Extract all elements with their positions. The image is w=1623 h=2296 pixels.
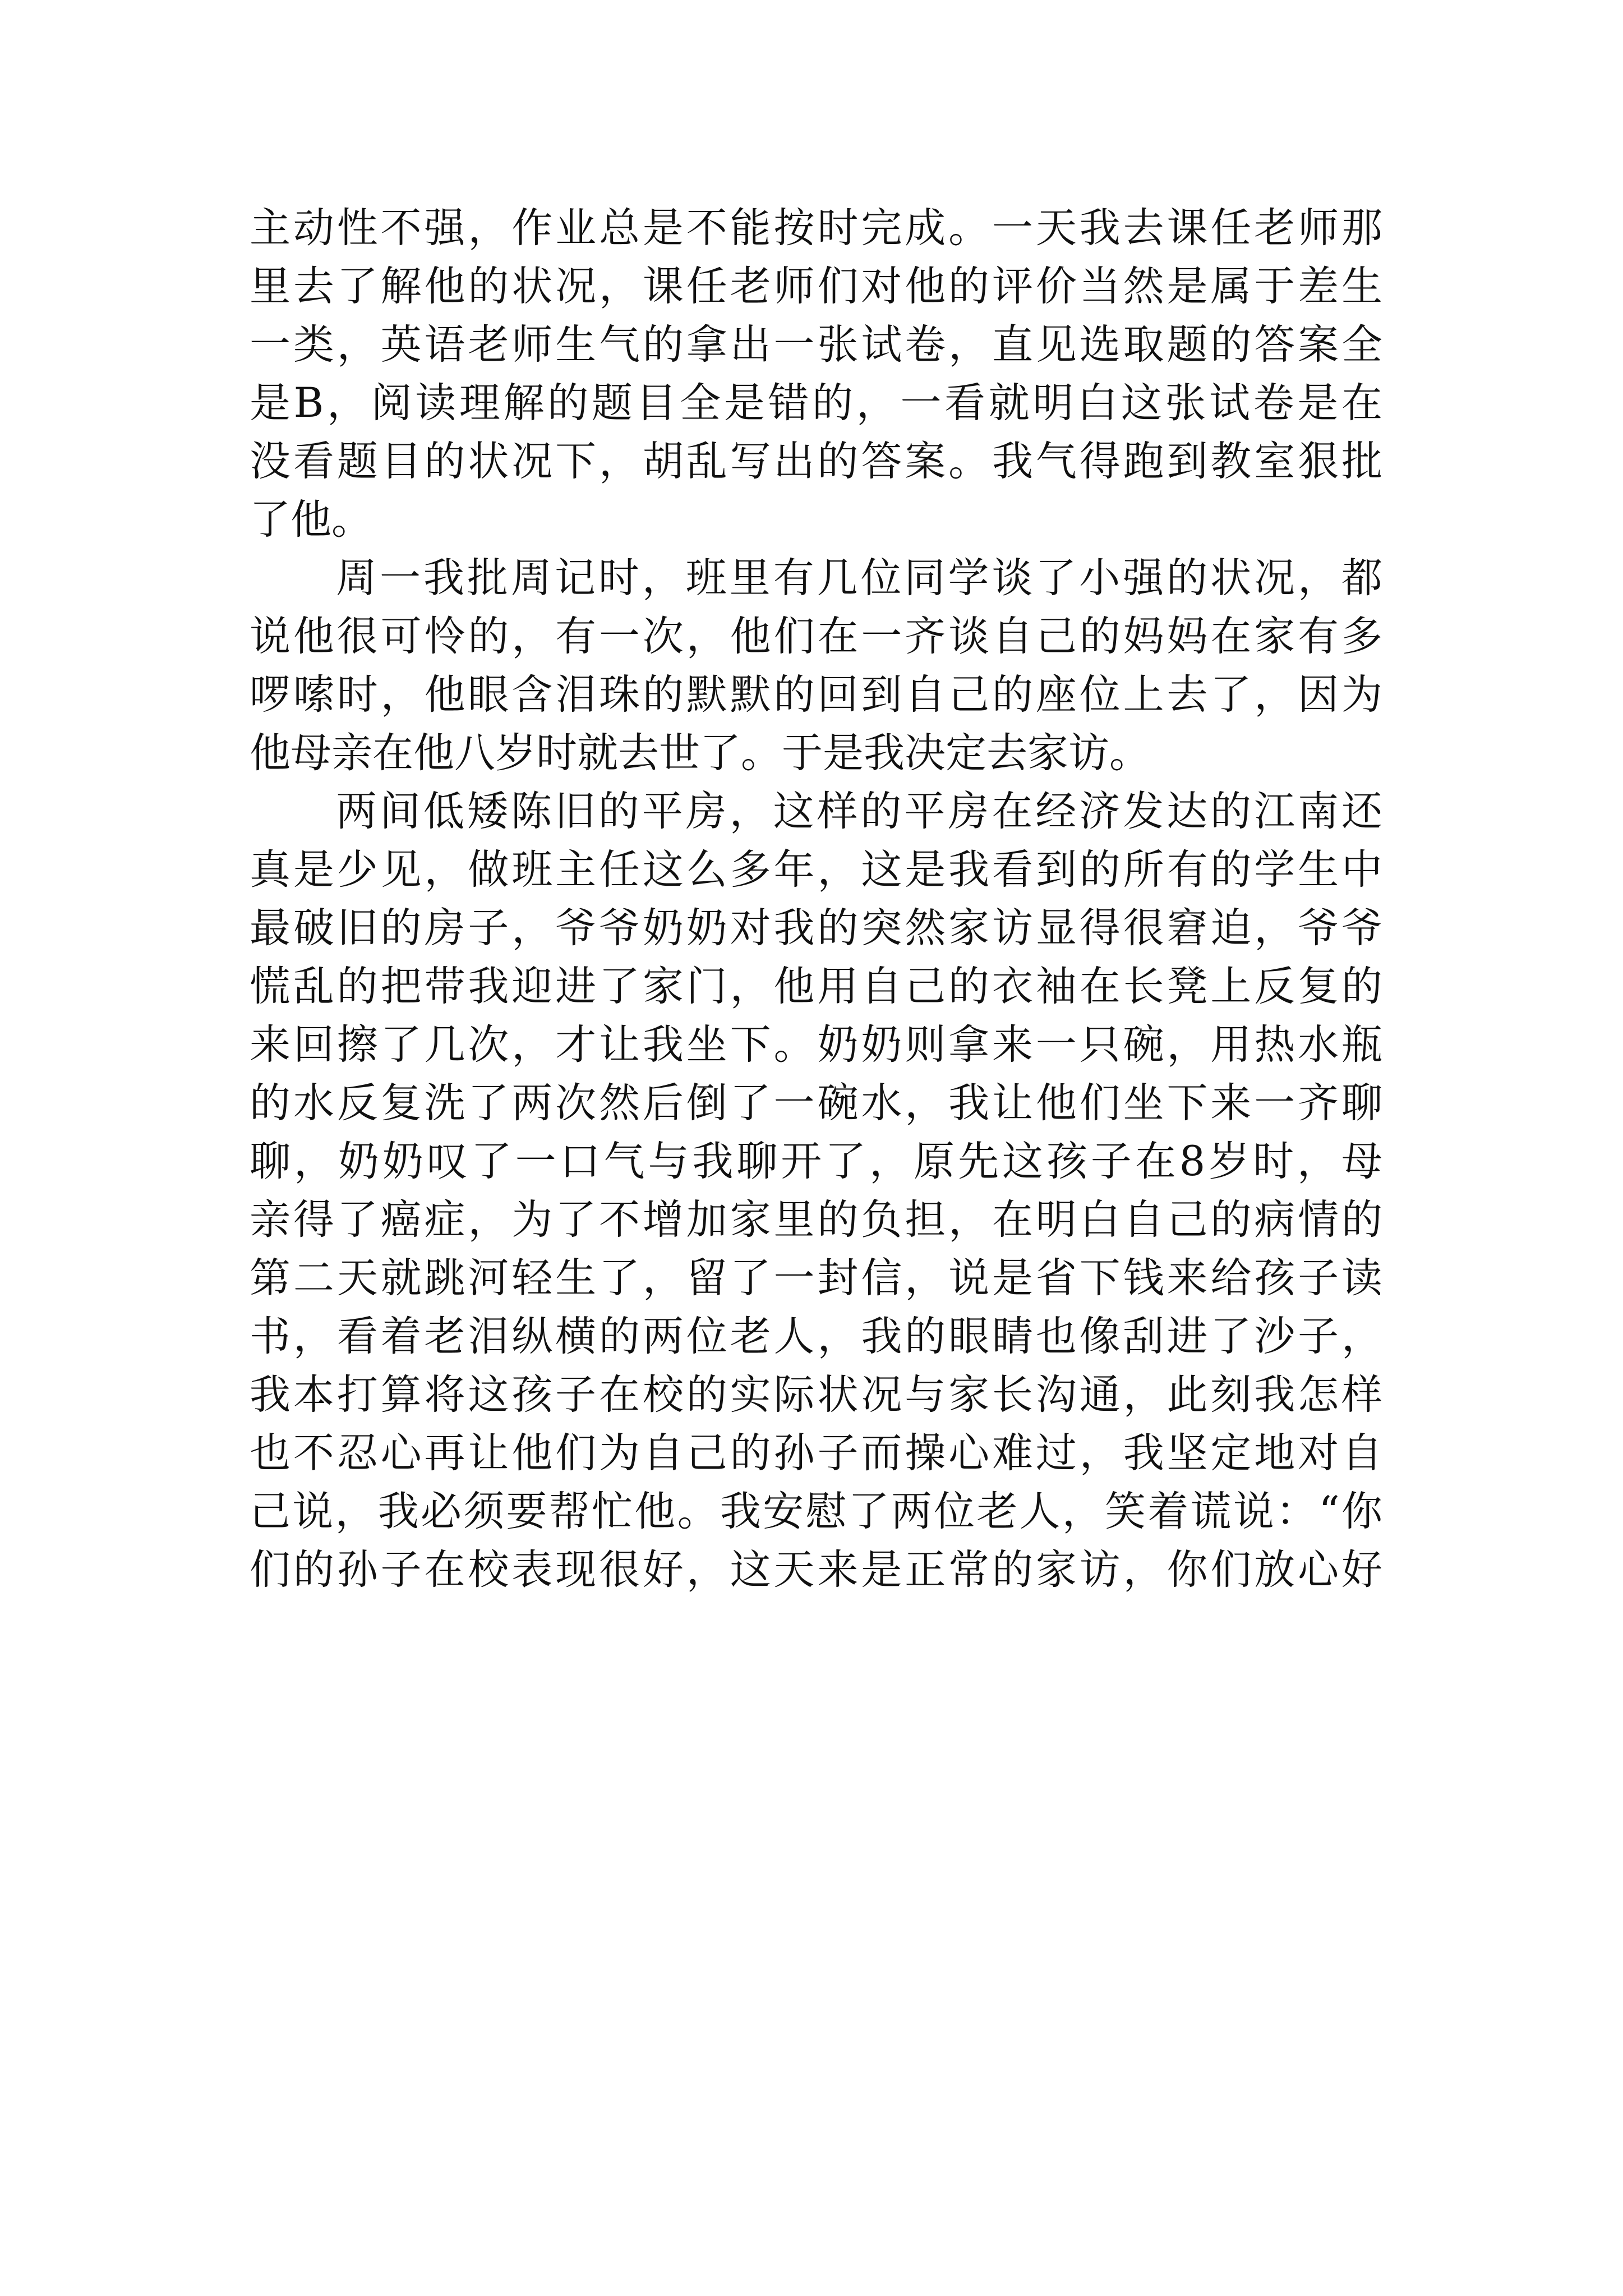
text-line: 也不忍心再让他们为自己的孙子而操心难过，我坚定地对自 <box>250 1429 1382 1477</box>
text-line: 没看题目的状况下，胡乱写出的答案。我气得跑到教室狠批 <box>250 438 1382 485</box>
text-line: 了他。 <box>250 496 372 544</box>
text-line: 慌乱的把带我迎进了家门，他用自己的衣袖在长凳上反复的 <box>250 963 1382 1010</box>
text-line: 来回擦了几次，才让我坐下。奶奶则拿来一只碗，用热水瓶 <box>250 1021 1382 1069</box>
text-line: 两间低矮陈旧的平房，这样的平房在经济发达的江南还 <box>336 788 1382 835</box>
text-line: 亲得了癌症，为了不增加家里的负担，在明白自己的病情的 <box>250 1196 1382 1244</box>
text-line: 们的孙子在校表现很好，这天来是正常的家访，你们放心好 <box>250 1546 1382 1594</box>
text-line: 他母亲在他八岁时就去世了。于是我决定去家访。 <box>250 729 1150 777</box>
text-line: 书，看着老泪纵横的两位老人，我的眼睛也像刮进了沙子， <box>250 1313 1382 1360</box>
text-line: 一类，英语老师生气的拿出一张试卷，直见选取题的答案全 <box>250 321 1382 369</box>
text-line: 里去了解他的状况，课任老师们对他的评价当然是属于差生 <box>250 263 1382 310</box>
text-line: 说他很可怜的，有一次，他们在一齐谈自己的妈妈在家有多 <box>250 613 1382 660</box>
text-line: 主动性不强，作业总是不能按时完成。一天我去课任老师那 <box>250 204 1382 252</box>
text-line: 我本打算将这孩子在校的实际状况与家长沟通，此刻我怎样 <box>250 1371 1382 1419</box>
body-text <box>250 199 1382 1599</box>
text-line: 周一我批周记时，班里有几位同学谈了小强的状况，都 <box>336 554 1382 602</box>
text-line: 是B，阅读理解的题目全是错的，一看就明白这张试卷是在 <box>250 379 1382 427</box>
text-line: 真是少见，做班主任这么多年，这是我看到的所有的学生中 <box>250 846 1382 894</box>
text-line: 最破旧的房子，爷爷奶奶对我的突然家访显得很窘迫，爷爷 <box>250 904 1382 952</box>
text-line: 第二天就跳河轻生了，留了一封信，说是省下钱来给孩子读 <box>250 1254 1382 1302</box>
text-line: 的水反复洗了两次然后倒了一碗水，我让他们坐下来一齐聊 <box>250 1079 1382 1127</box>
text-line: 己说，我必须要帮忙他。我安慰了两位老人，笑着谎说：“你 <box>250 1488 1382 1535</box>
text-line: 聊，奶奶叹了一口气与我聊开了，原先这孩子在8岁时，母 <box>250 1138 1382 1185</box>
text-line: 啰嗦时，他眼含泪珠的默默的回到自己的座位上去了，因为 <box>250 671 1382 719</box>
